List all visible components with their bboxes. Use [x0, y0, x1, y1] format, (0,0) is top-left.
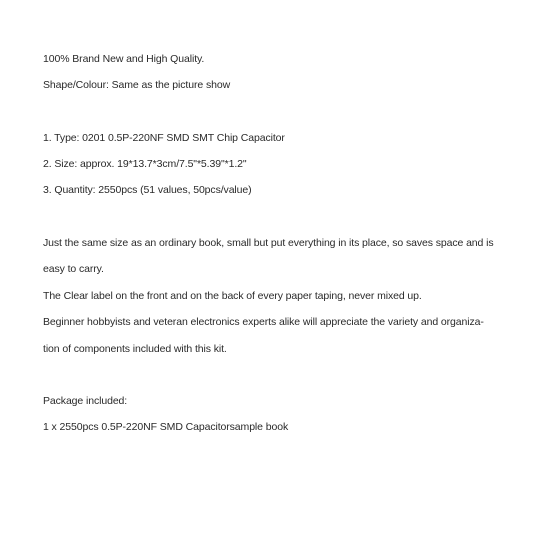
description-line-2: easy to carry.: [43, 263, 104, 275]
package-heading: Package included:: [43, 395, 128, 407]
description-line-5: tion of components included with this kit.: [43, 343, 227, 355]
spec-size: 2. Size: approx. 19*13.7*3cm/7.5"*5.39"*1.2": [43, 158, 247, 170]
intro-brand-new: 100% Brand New and High Quality.: [43, 53, 205, 65]
description-line-1: Just the same size as an ordinary book, small but put everything in its place, so saves space and is: [43, 237, 494, 249]
description-line-3: The Clear label on the front and on the back of every paper taping, never mixed up.: [43, 290, 422, 302]
description-line-4: Beginner hobbyists and veteran electronics experts alike will appreciate the variety and organiza-: [43, 316, 484, 328]
package-item: 1 x 2550pcs 0.5P-220NF SMD Capacitorsample book: [43, 421, 289, 433]
spec-quantity: 3. Quantity: 2550pcs (51 values, 50pcs/value): [43, 184, 252, 196]
spec-type: 1. Type: 0201 0.5P-220NF SMD SMT Chip Capacitor: [43, 132, 285, 144]
intro-shape-colour: Shape/Colour: Same as the picture show: [43, 79, 231, 91]
